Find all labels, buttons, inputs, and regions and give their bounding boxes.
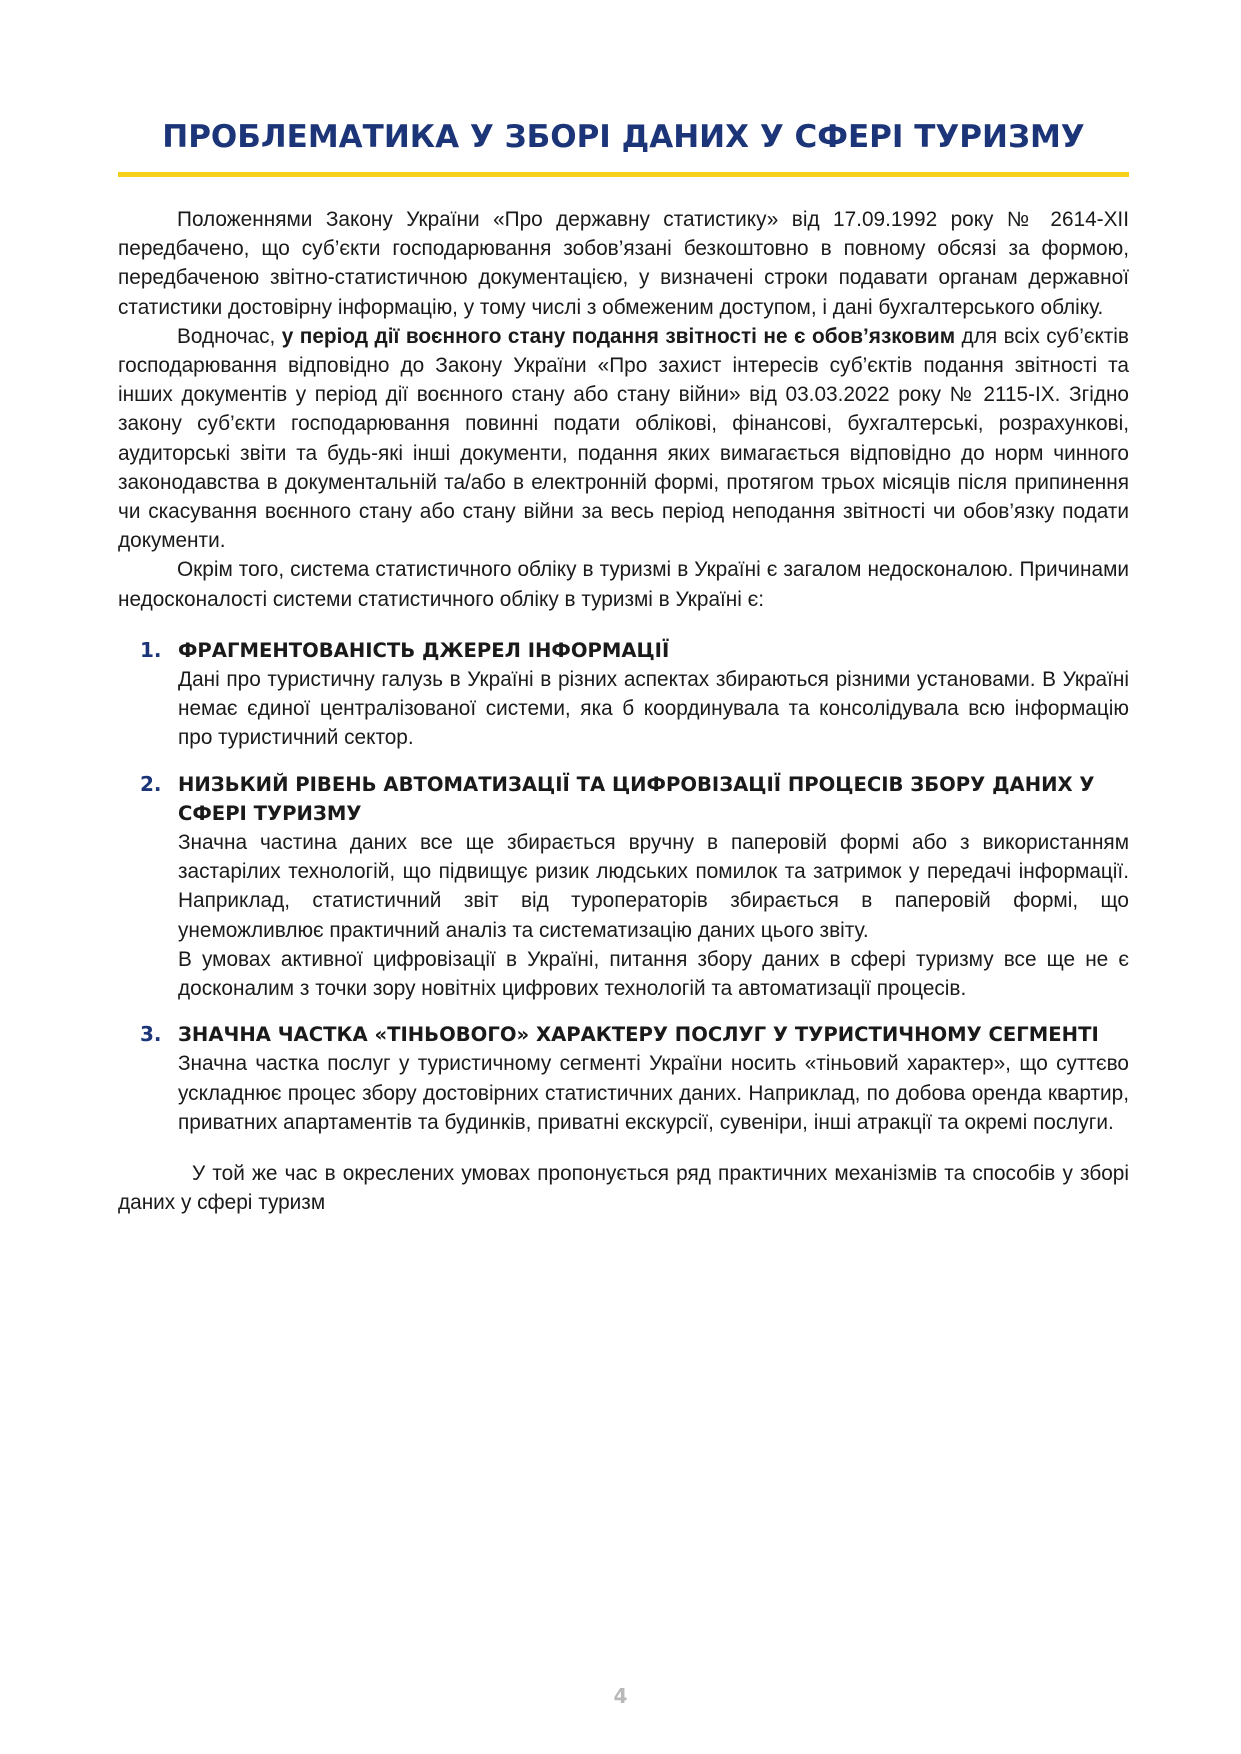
page-number: 4: [613, 1684, 628, 1708]
list-item-heading: ЗНАЧНА ЧАСТКА «ТІНЬОВОГО» ХАРАКТЕРУ ПОСЛУГ У ТУРИСТИЧНОМУ СЕГМЕНТІ: [178, 1023, 1099, 1047]
intro-paragraph-1: Положеннями Закону України «Про державну статистику» від 17.09.1992 року № 2614-XII передбачено, що суб’єкти господарювання зобов’язані безкоштовно в повному обсязі за формою, передбаченою звітно-статистичною документацією, у визначені строки подавати органам державної статистики достовірну інформацію, у тому числі з обмеженим доступом, і дані бухгалтерського обліку.: [118, 208, 1129, 319]
intro-paragraph-3: Окрім того, система статистичного обліку в туризмі в Україні є загалом недосконалою. Причинами недосконалості системи статистичного обліку в туризмі в Україні є:: [118, 558, 1129, 611]
list-item-heading: ФРАГМЕНТОВАНІСТЬ ДЖЕРЕЛ ІНФОРМАЦІЇ: [178, 638, 670, 662]
list-item-number: 3.: [140, 1022, 162, 1047]
intro-paragraph-2-bold: у період дії воєнного стану подання звітності не є обов’язковим: [281, 324, 956, 348]
list-item: [118, 636, 1129, 753]
intro-paragraph-2-rest: для всіх суб’єктів господарювання відповідно до Закону України «Про захист інтересів суб’єктів подання звітності та інших документів у період дії воєнного стану або стану війни» від 03.03.2022 року № 2115-IX. Згідно закону суб’єкти господарювання повинні подати облікові, фінансові, бухгалтерські, розрахункові, аудиторські звіти та будь-які інші документи, подання яких вимагається відповідно до норм чинного законодавства в документальній та/або в електронній формі, протягом трьох місяців після припинення чи скасування воєнного стану або стану війни за весь період неподання звітності чи обов’язку подати документи.: [118, 324, 1129, 553]
intro-paragraph-2: [118, 322, 1129, 556]
list-item-heading: НИЗЬКИЙ РІВЕНЬ АВТОМАТИЗАЦІЇ ТА ЦИФРОВІЗАЦІЇ ПРОЦЕСІВ ЗБОРУ ДАНИХ У СФЕРІ ТУРИЗМУ: [178, 772, 1095, 825]
problems-list: [118, 636, 1129, 1137]
intro-paragraph-2-lead: Водночас,: [177, 324, 282, 348]
list-item-text: Значна частина даних все ще збирається вручну в паперовій формі або з використанням застарілих технологій, що підвищує ризик людських помилок та затримок у передачі інформації. Наприклад, статистичний звіт від туроператорів збирається в паперовій формі, що унеможливлює практичний аналіз та систематизацію даних цього звіту.: [178, 831, 1129, 942]
list-item-text: Значна частка послуг у туристичному сегменті України носить «тіньовий характер», що суттєво ускладнює процес збору достовірних статистичних даних. Наприклад, по добова оренда квартир, приватних апартаментів та будинків, приватні екскурсії, сувеніри, інші атракції та окремі послуги.: [178, 1052, 1129, 1134]
title-underline: [118, 172, 1129, 177]
page-title: ПРОБЛЕМАТИКА У ЗБОРІ ДАНИХ У СФЕРІ ТУРИЗМУ: [162, 119, 1085, 155]
closing-paragraph: У той же час в окреслених умовах пропонується ряд практичних механізмів та способів у зборі даних у сфері туризм: [118, 1162, 1129, 1215]
list-item: [118, 1020, 1129, 1137]
list-item-number: 1.: [140, 637, 162, 662]
list-item-text: В умовах активної цифровізації в Україні, питання збору даних в сфері туризму все ще не є досконалим з точки зору новітніх цифрових технологій та автоматизації процесів.: [178, 947, 1129, 1001]
list-item-text: Дані про туристичну галузь в Україні в різних аспектах збираються різними установами. В Україні немає єдиної централізованої системи, яка б координувала та консолідувала всю інформацію про туристичний сектор.: [178, 668, 1129, 750]
list-item-number: 2.: [140, 771, 162, 796]
list-item: [118, 770, 1129, 1004]
document-page: [118, 112, 1129, 1218]
